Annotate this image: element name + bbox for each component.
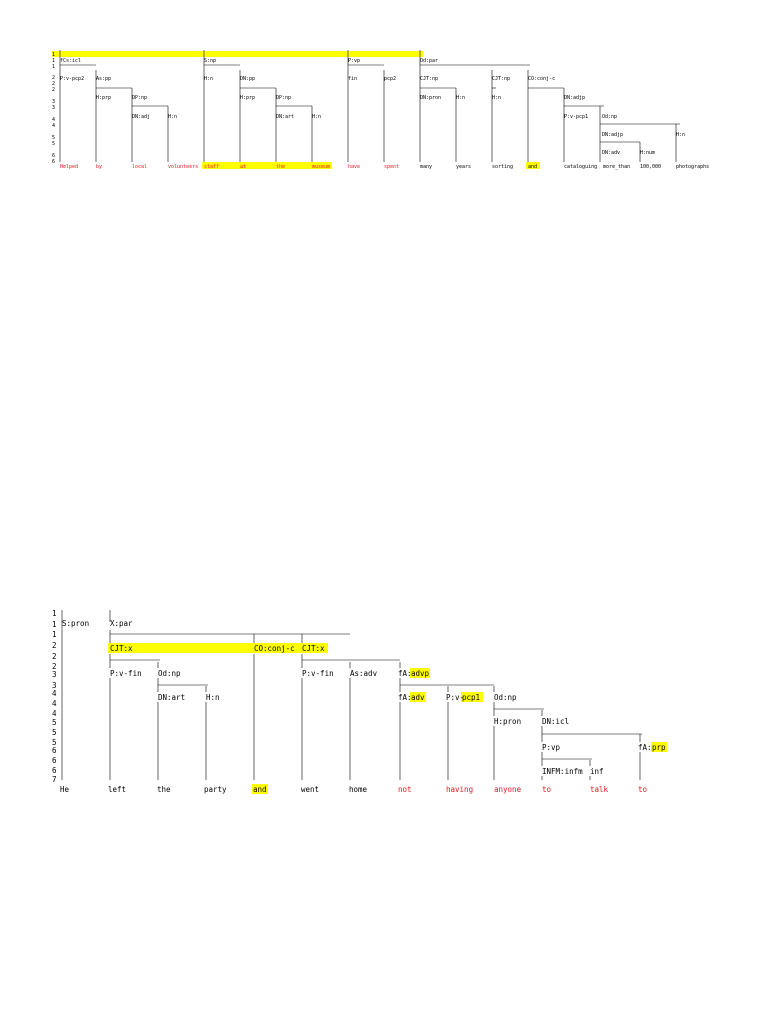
- word: at: [240, 164, 247, 170]
- node-label: H:n: [456, 95, 466, 101]
- line-number: 5: [52, 135, 56, 141]
- tree-1-labels: [60, 58, 685, 156]
- node-label: DN:art: [276, 114, 295, 120]
- line-number: 4: [52, 709, 57, 718]
- node-label: CJT:x: [110, 644, 133, 653]
- line-number: 1: [52, 620, 57, 629]
- line-number: 3: [52, 681, 57, 690]
- word: 100,000: [640, 164, 662, 170]
- tree-2-words: [60, 785, 648, 794]
- word: to: [542, 785, 552, 794]
- word: local: [132, 164, 148, 170]
- line-number: 5: [52, 718, 57, 727]
- node-label: P:v-pcp2: [60, 76, 85, 82]
- node-label: DN:pron: [420, 95, 442, 101]
- tree-1-words: [60, 164, 709, 170]
- syntax-tree-2: [52, 609, 667, 794]
- word: and: [528, 164, 538, 170]
- word: to: [638, 785, 648, 794]
- line-number: 6: [52, 153, 56, 159]
- node-label: DN:adj: [132, 114, 151, 120]
- word: and: [253, 785, 267, 794]
- line-number: 3: [52, 105, 56, 111]
- word: museum: [312, 164, 331, 170]
- node-label: Od:par: [420, 58, 439, 64]
- line-number: 2: [52, 641, 57, 650]
- node-label: fCs:icl: [60, 58, 82, 64]
- node-label: INFM:infm: [542, 767, 583, 776]
- word: more_than: [603, 164, 631, 170]
- syntax-tree-1: [52, 50, 709, 170]
- word: the: [276, 164, 286, 170]
- line-number: 2: [52, 87, 56, 93]
- word: Helped: [60, 164, 79, 170]
- node-label: fA:: [398, 693, 412, 702]
- line-number: 1: [52, 58, 56, 64]
- node-label: DN:pp: [240, 76, 256, 82]
- node-label: advp: [411, 669, 430, 678]
- node-label: X:par: [110, 619, 133, 628]
- line-numbers-2: [52, 609, 57, 784]
- line-number: 1: [52, 609, 57, 618]
- node-label: DN:adv: [602, 150, 621, 156]
- node-label: pcp2: [384, 76, 397, 82]
- node-label: CJT:np: [420, 76, 439, 82]
- node-label: H:n: [492, 95, 502, 101]
- word: spent: [384, 164, 400, 170]
- node-label: DN:art: [158, 693, 186, 702]
- node-label: P:v-: [446, 693, 465, 702]
- node-label: adv: [411, 693, 425, 702]
- node-label: inf: [590, 767, 604, 776]
- line-number: 1: [52, 52, 56, 58]
- node-label: P:v-fin: [110, 669, 142, 678]
- line-number: 2: [52, 652, 57, 661]
- node-label: CO:conj-c: [254, 644, 295, 653]
- tree-1-branches: [60, 50, 680, 162]
- line-number: 6: [52, 766, 57, 775]
- node-label: fA:: [398, 669, 412, 678]
- word: sorting: [492, 164, 514, 170]
- node-label: P:vp: [348, 58, 361, 64]
- node-label: fin: [348, 76, 358, 82]
- node-label: Od:np: [602, 114, 618, 120]
- tree-2-labels: [62, 619, 666, 776]
- node-label: Od:np: [158, 669, 181, 678]
- node-label: DN:icl: [542, 717, 570, 726]
- word: photographs: [676, 164, 710, 170]
- line-number: 5: [52, 738, 57, 747]
- node-label: pcp1: [462, 693, 481, 702]
- word: the: [157, 785, 171, 794]
- node-label: S:pron: [62, 619, 90, 628]
- node-label: As:pp: [96, 76, 112, 82]
- word: staff: [204, 164, 220, 170]
- node-label: DP:np: [276, 95, 292, 101]
- line-number: 5: [52, 141, 56, 147]
- tree-2-branches: [62, 610, 642, 780]
- word: not: [398, 785, 412, 794]
- line-number: 6: [52, 756, 57, 765]
- node-label: DP:np: [132, 95, 148, 101]
- line-number: 5: [52, 728, 57, 737]
- word: by: [96, 164, 103, 170]
- line-number: 1: [52, 630, 57, 639]
- node-label: H:n: [312, 114, 322, 120]
- node-label: DN:adjp: [564, 95, 586, 101]
- line-number: 4: [52, 699, 57, 708]
- word: party: [204, 785, 227, 794]
- line-numbers-1: [52, 52, 55, 165]
- word: have: [348, 164, 361, 170]
- line-number: 2: [52, 81, 56, 87]
- line-number: 4: [52, 123, 56, 129]
- line-number: 4: [52, 117, 56, 123]
- node-label: H:pron: [494, 717, 522, 726]
- word: left: [108, 785, 127, 794]
- node-label: CJT:np: [492, 76, 511, 82]
- word: volunteers: [168, 164, 199, 170]
- word: went: [301, 785, 320, 794]
- node-label: H:n: [676, 132, 686, 138]
- node-label: P:vp: [542, 743, 561, 752]
- word: years: [456, 164, 472, 170]
- word: anyone: [494, 785, 522, 794]
- line-number: 6: [52, 159, 56, 165]
- node-label: fA:: [638, 743, 652, 752]
- node-label: H:n: [206, 693, 220, 702]
- word: home: [349, 785, 368, 794]
- node-label: As:adv: [350, 669, 378, 678]
- node-label: H:n: [168, 114, 178, 120]
- node-label: CO:conj-c: [528, 76, 556, 82]
- highlight-root-band: [52, 51, 423, 57]
- line-number: 4: [52, 689, 57, 698]
- line-number: 7: [52, 775, 57, 784]
- node-label: H:prp: [240, 95, 256, 101]
- word: talk: [590, 785, 609, 794]
- node-label: P:v-pcp1: [564, 114, 589, 120]
- line-number: 6: [52, 746, 57, 755]
- word: having: [446, 785, 474, 794]
- node-label: H:prp: [96, 95, 112, 101]
- node-label: P:v-fin: [302, 669, 334, 678]
- node-label: Od:np: [494, 693, 517, 702]
- node-label: H:n: [204, 76, 214, 82]
- line-number: 2: [52, 75, 56, 81]
- node-label: CJT:x: [302, 644, 325, 653]
- word: cataloguing: [564, 164, 598, 170]
- word: He: [60, 785, 70, 794]
- line-number: 2: [52, 662, 57, 671]
- line-number: 3: [52, 99, 56, 105]
- line-number: 3: [52, 670, 57, 679]
- line-number: 1: [52, 64, 56, 70]
- word: many: [420, 164, 433, 170]
- node-label: S:np: [204, 58, 217, 64]
- node-label: DN:adjp: [602, 132, 624, 138]
- node-label: H:num: [640, 150, 656, 156]
- node-label: prp: [652, 743, 666, 752]
